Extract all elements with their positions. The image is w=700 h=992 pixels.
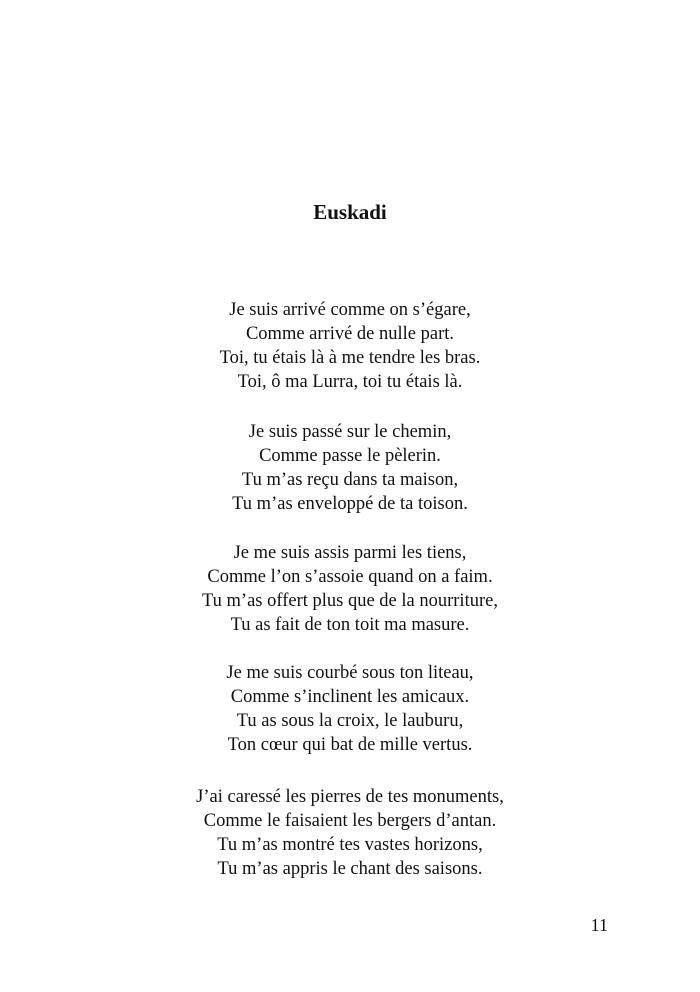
verse-line: Je suis passé sur le chemin,: [248, 422, 452, 442]
verse-line: Tu m’as montré tes vastes horizons,: [217, 835, 483, 855]
verse-line: Tu m’as enveloppé de ta toison.: [232, 494, 468, 514]
stanza-4: [0, 661, 700, 757]
stanza-3: [0, 541, 700, 637]
verse-line: Je me suis assis parmi les tiens,: [233, 543, 467, 563]
verse-line: Tu m’as offert plus que de la nourriture,: [202, 591, 498, 611]
verse-line: Tu m’as reçu dans ta maison,: [241, 470, 459, 490]
verse-line: Comme le faisaient les bergers d’antan.: [203, 811, 497, 831]
verse-line: Ton cœur qui bat de mille vertus.: [227, 735, 473, 755]
verse-line: Tu m’as appris le chant des saisons.: [217, 859, 483, 879]
verse-line: Je suis arrivé comme on s’égare,: [229, 300, 471, 320]
verse-line: J’ai caressé les pierres de tes monuments,: [196, 787, 504, 807]
verse-line: Tu as sous la croix, le lauburu,: [236, 711, 464, 731]
verse-line: Toi, tu étais là à me tendre les bras.: [219, 348, 481, 368]
verse-line: Toi, ô ma Lurra, toi tu étais là.: [237, 372, 463, 392]
verse-line: Je me suis courbé sous ton liteau,: [226, 663, 474, 683]
stanza-2: [0, 420, 700, 516]
verse-line: Comme passe le pèlerin.: [259, 446, 441, 466]
verse-line: Comme s’inclinent les amicaux.: [230, 687, 470, 707]
poem-title: Euskadi: [313, 200, 387, 224]
verse-line: Tu as fait de ton toit ma masure.: [230, 615, 470, 635]
page-number: 11: [590, 915, 608, 935]
stanza-5: [0, 785, 700, 881]
verse-line: Comme arrivé de nulle part.: [245, 324, 455, 344]
stanza-1: [0, 298, 700, 394]
verse-line: Comme l’on s’assoie quand on a faim.: [207, 567, 493, 587]
